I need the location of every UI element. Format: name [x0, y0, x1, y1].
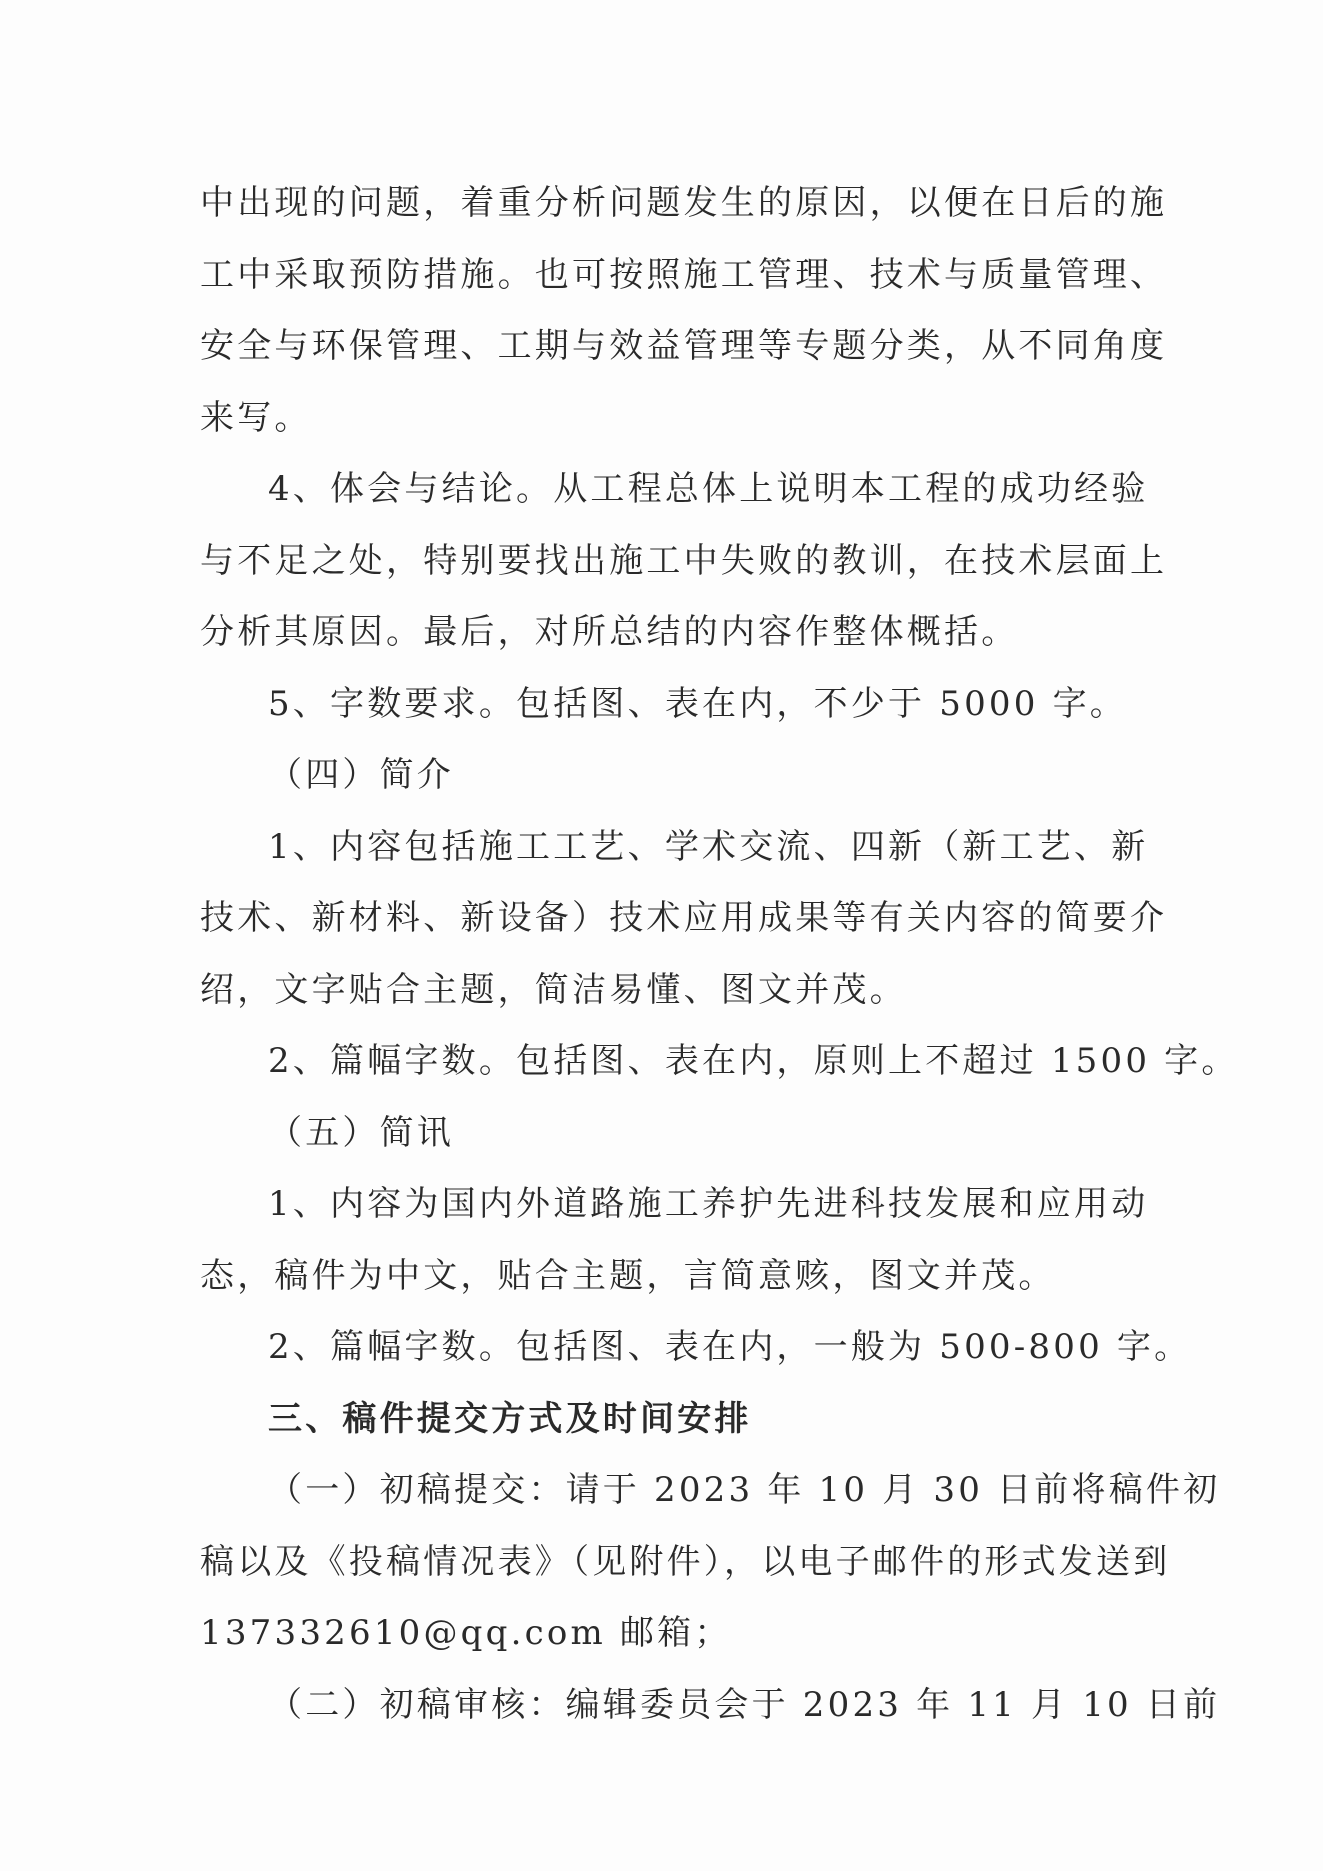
text-line: （四）简介 — [268, 755, 454, 795]
text-line: 与不足之处，特别要找出施工中失败的教训，在技术层面上 — [200, 540, 1168, 581]
text-line: 绍，文字贴合主题，简洁易懂、图文并茂。 — [200, 969, 907, 1010]
text-line: 4、体会与结论。从工程总体上说明本工程的成功经验 — [268, 469, 1149, 509]
text-line: 2、篇幅字数。包括图、表在内，原则上不超过 1500 字。 — [268, 1041, 1239, 1081]
text-line: 137332610@qq.com 邮箱； — [200, 1613, 732, 1653]
text-line: 态，稿件为中文，贴合主题，言简意赅，图文并茂。 — [200, 1255, 1056, 1296]
text-line: 技术、新材料、新设备）技术应用成果等有关内容的简要介 — [200, 898, 1168, 938]
document-body — [200, 168, 1239, 1741]
text-line: 工中采取预防措施。也可按照施工管理、技术与质量管理、 — [200, 254, 1168, 295]
text-line: 来写。 — [200, 397, 312, 438]
text-line: 安全与环保管理、工期与效益管理等专题分类，从不同角度 — [200, 326, 1168, 366]
text-line: 5、字数要求。包括图、表在内，不少于 5000 字。 — [268, 683, 1127, 724]
text-line: （五）简讯 — [268, 1112, 454, 1153]
text-line: 1、内容包括施工工艺、学术交流、四新（新工艺、新 — [268, 826, 1149, 867]
text-line: 2、篇幅字数。包括图、表在内，一般为 500-800 字。 — [268, 1327, 1192, 1367]
text-line: （二）初稿审核：编辑委员会于 2023 年 11 月 10 日前 — [268, 1684, 1221, 1725]
text-line: 中出现的问题，着重分析问题发生的原因，以便在日后的施 — [200, 183, 1168, 223]
text-line: 1、内容为国内外道路施工养护先进科技发展和应用动 — [268, 1184, 1149, 1224]
section-heading: 三、稿件提交方式及时间安排 — [268, 1398, 752, 1439]
text-line: 稿以及《投稿情况表》（见附件），以电子邮件的形式发送到 — [200, 1541, 1171, 1582]
text-line: （一）初稿提交：请于 2023 年 10 月 30 日前将稿件初 — [268, 1470, 1221, 1510]
text-line: 分析其原因。最后，对所总结的内容作整体概括。 — [200, 612, 1019, 652]
